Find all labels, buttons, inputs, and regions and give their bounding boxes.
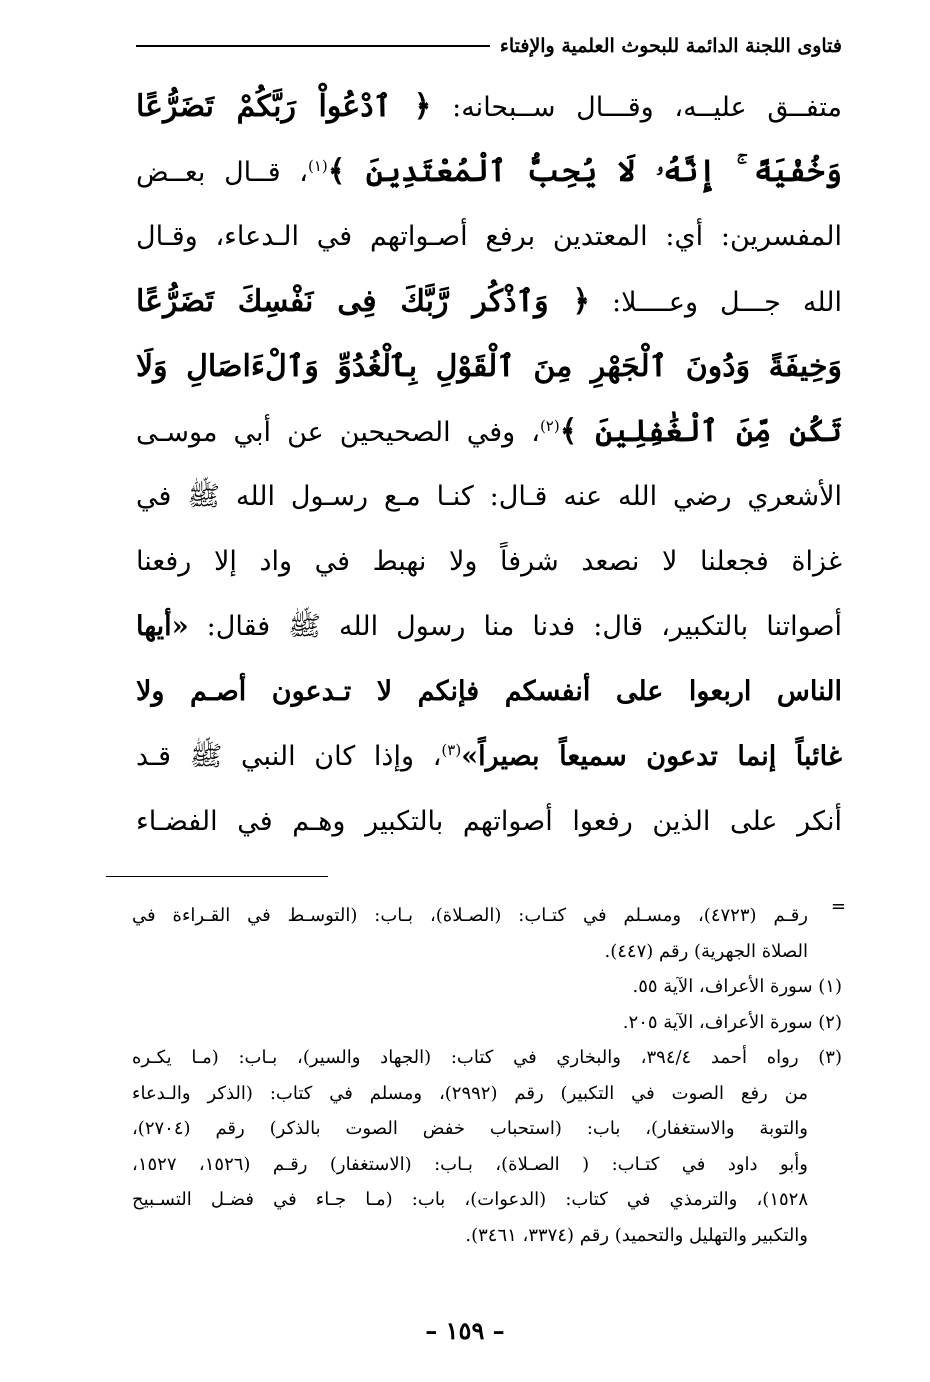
text-line-2: وَخُفْيَةً ۚ إِنَّهُۥ لَا يُحِبُّ ٱلْمُعْتَدِينَ ﴾$^{(١)}$، قــال بعــض: [136, 154, 842, 189]
footnote-carryover-line: الصلاة الجهرية) رقم (٤٤٧).: [604, 940, 808, 962]
footnote-2: (٢) سورة الأعراف، الآية ٢٠٥.: [622, 1011, 842, 1033]
main-text: [136, 74, 842, 854]
footnote-ref-2: (٢): [539, 417, 560, 435]
header-rule: [136, 45, 490, 47]
footnote-ref-3: (٣): [441, 741, 462, 759]
quran-verse: ﴿ ٱدْعُواْ رَبَّكُمْ تَضَرُّعًا: [136, 89, 432, 124]
text-line-11: غائباً إنما تدعون سميعاً بصيراً»$^{(٣)}$، وإذا كان النبي ﷺ قـد: [136, 741, 842, 772]
quran-verse: وَخِيفَةً وَدُونَ ٱلْجَهْرِ مِنَ ٱلْقَوْلِ بِٱلْغُدُوِّ وَٱلْءَاصَالِ وَلَا: [136, 349, 842, 384]
footnote-continuation-marker: =: [830, 896, 846, 917]
quran-verse: تَكُن مِّنَ ٱلْغَٰفِلِينَ ﴾: [559, 414, 842, 449]
text-line-3: المفسرين: أي: المعتدين برفع أصـواتهم في الـدعاء، وقـال: [136, 221, 842, 252]
hadith-quote: «أيها: [136, 611, 189, 642]
quran-verse: ﴿ وَٱذْكُر رَّبَّكَ فِى نَفْسِكَ تَضَرُّعًا: [136, 284, 591, 319]
header-title: فتاوى اللجنة الدائمة للبحوث العلمية والإفتاء: [499, 35, 842, 57]
text-line-12: أنكر على الذين رفعوا أصواتهم بالتكبير وهـم في الفضـاء: [136, 806, 842, 837]
footnote-carryover-line: رقـم (٤٧٢٣)، ومسـلم في كتـاب: (الصـلاة)، بـاب: (التوسـط في القـراءة في: [132, 905, 808, 926]
hadith-quote: الناس اربعوا على أنفسكم فإنكم لا تـدعون أصـم ولا: [136, 676, 842, 707]
footnote-3-line: ١٥٢٨)، والترمذي في كتاب: (الدعوات)، باب: (مـا جـاء في فضـل التسـبيح: [132, 1189, 808, 1210]
text-line-6: تَكُن مِّنَ ٱلْغَٰفِلِينَ ﴾$^{(٢)}$، وفي الصحيحين عن أبي موسـى: [136, 414, 842, 449]
text-line-1: متفــق عليــه، وقـــال ســبحانه: ﴿ ٱدْعُواْ رَبَّكُمْ تَضَرُّعًا: [136, 89, 842, 124]
text-line-10: [136, 659, 842, 724]
footnote-1: (١) سورة الأعراف، الآية ٥٥.: [632, 976, 842, 997]
text-line-8: غزاة فجعلنا لا نصعد شرفاً ولا نهبط في واد إلا رفعنا: [136, 546, 842, 577]
footnotes: [132, 898, 842, 1253]
text-line-7: الأشعري رضي الله عنه قـال: كنـا مـع رسـول الله ﷺ في: [136, 481, 842, 512]
footnote-ref-1: (١): [307, 157, 328, 175]
text-line-4: الله جـــل وعــــلا: ﴿ وَٱذْكُر رَّبَّكَ فِى نَفْسِكَ تَضَرُّعًا: [136, 284, 842, 319]
hadith-quote: غائباً إنما تدعون سميعاً بصيراً»: [461, 741, 842, 772]
footnote-3-line: والتوبة والاستغفار)، باب: (استحباب خفض الصوت بالذكر) رقم (٢٧٠٤)،: [132, 1118, 808, 1139]
text-line-5: [136, 334, 842, 399]
footnote-divider: [106, 876, 328, 877]
running-header: [136, 30, 842, 62]
footnote-3-line: من رفع الصوت في التكبير) رقم (٢٩٩٢)، ومسلم في كتاب: (الذكر والـدعاء: [132, 1082, 808, 1104]
footnote-3-line: وأبو داود في كتـاب: ( الصـلاة)، بـاب: (الاستغفار) رقـم (١٥٢٦، ١٥٢٧،: [132, 1153, 808, 1175]
text-line-9: أصواتنا بالتكبير، قال: فدنا منا رسول الله ﷺ فقال: «أيها: [136, 611, 842, 642]
footnote-3-line: والتكبير والتهليل والتحميد) رقم (٣٣٧٤، ٣٤٦١).: [465, 1224, 808, 1246]
quran-verse: وَخُفْيَةً ۚ إِنَّهُۥ لَا يُحِبُّ ٱلْمُعْتَدِينَ ﴾: [327, 154, 842, 189]
footnote-3: (٣) رواه أحمد ٣٩٤/٤، والبخاري في كتاب: (الجهاد والسير)، بـاب: (مـا يكـره: [132, 1047, 842, 1068]
page-number: – ١٥٩ –: [425, 1316, 505, 1345]
